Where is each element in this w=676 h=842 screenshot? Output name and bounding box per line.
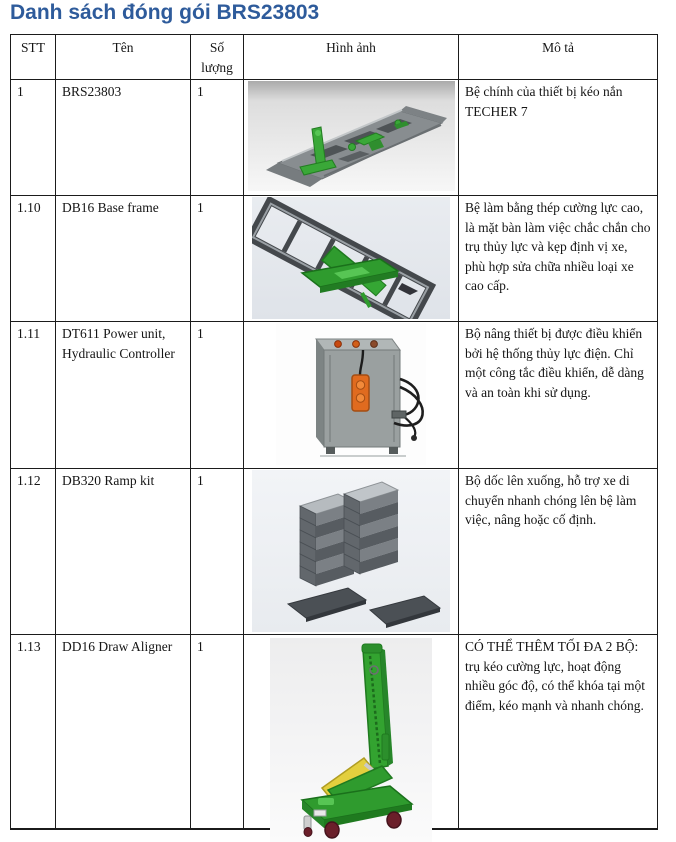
cell-ten: DT611 Power unit, Hydraulic Controller (56, 322, 191, 469)
cell-hinh-anh (244, 469, 459, 635)
db16-base-frame-image (245, 197, 457, 319)
table-row (11, 469, 658, 635)
bench-platform-render-icon (248, 81, 455, 191)
cell-ten: DB320 Ramp kit (56, 469, 191, 635)
packing-list-table (10, 34, 658, 830)
cell-stt: 1.11 (11, 322, 56, 469)
cell-stt: 1.13 (11, 635, 56, 829)
cell-hinh-anh (244, 196, 459, 322)
ramp-stack-render-icon (252, 470, 450, 632)
cell-mo-ta: CÓ THỂ THÊM TỐI ĐA 2 BỘ: trụ kéo cường lực, hoạt động nhiều góc độ, có thể khóa tại một điểm, kéo mạnh và nhanh chóng. (459, 635, 658, 829)
cell-ten: DD16 Draw Aligner (56, 635, 191, 829)
base-frame-render-icon (252, 197, 450, 319)
header-mo-ta: Mô tả (459, 35, 658, 80)
cell-hinh-anh (244, 635, 459, 829)
table-header-row (11, 35, 658, 80)
table-row (11, 635, 658, 829)
cell-mo-ta: Bộ nâng thiết bị được điều khiển bởi hệ thống thủy lực điện. Chỉ một công tắc điều khiển, dễ dàng và an toàn khi sử dụng. (459, 322, 658, 469)
table-row (11, 80, 658, 196)
cell-stt: 1.12 (11, 469, 56, 635)
brs23803-main-bench-image (245, 81, 457, 191)
cell-so-luong: 1 (191, 635, 244, 829)
cell-so-luong: 1 (191, 322, 244, 469)
header-ten: Tên (56, 35, 191, 80)
power-unit-render-icon (276, 323, 426, 465)
cell-ten: DB16 Base frame (56, 196, 191, 322)
draw-aligner-render-icon (270, 638, 432, 842)
cell-mo-ta: Bộ dốc lên xuống, hỗ trợ xe di chuyển nhanh chóng lên bệ làm việc, nâng hoặc cố định. (459, 469, 658, 635)
table-row (11, 196, 658, 322)
cell-stt: 1.10 (11, 196, 56, 322)
header-so-luong: Số lượng (191, 35, 244, 80)
cell-mo-ta: Bệ làm bằng thép cường lực cao, là mặt bàn làm việc chắc chắn cho trụ thủy lực và kẹp định vị xe, phù hợp sửa chữa nhiều loại xe cao cấp. (459, 196, 658, 322)
cell-so-luong: 1 (191, 80, 244, 196)
page-title: Danh sách đóng gói BRS23803 (10, 1, 320, 24)
header-stt: STT (11, 35, 56, 80)
cell-hinh-anh (244, 80, 459, 196)
cell-hinh-anh (244, 322, 459, 469)
cell-stt: 1 (11, 80, 56, 196)
db320-ramp-kit-image (245, 470, 457, 632)
cell-mo-ta: Bệ chính của thiết bị kéo nắn TECHER 7 (459, 80, 658, 196)
cell-so-luong: 1 (191, 469, 244, 635)
header-hinh-anh: Hình ảnh (244, 35, 459, 80)
cell-so-luong: 1 (191, 196, 244, 322)
table-row (11, 322, 658, 469)
cell-ten: BRS23803 (56, 80, 191, 196)
dt611-power-unit-image (245, 323, 457, 465)
